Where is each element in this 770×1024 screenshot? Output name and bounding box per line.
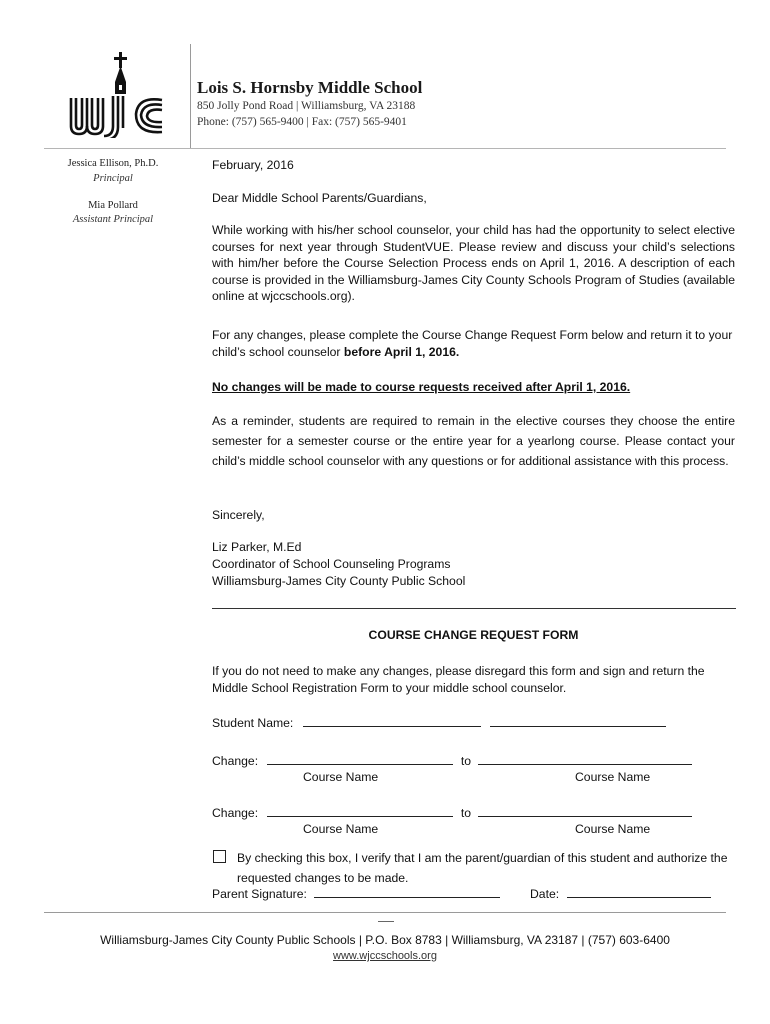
letter-date: February, 2016: [212, 158, 294, 172]
signer-title: Coordinator of School Counseling Programs: [212, 557, 451, 571]
signer-name: Liz Parker, M.Ed: [212, 540, 302, 554]
change-row-1: [212, 753, 735, 770]
signature-label: Parent Signature:: [212, 887, 307, 901]
course-name-caption: Course Name: [575, 770, 651, 784]
change-1-to-course-field[interactable]: [478, 753, 692, 765]
footer-website: [0, 950, 770, 962]
to-label: to: [460, 806, 472, 820]
date-row: [530, 886, 711, 901]
school-phone: Phone: (757) 565-9400 | Fax: (757) 565-9401: [197, 116, 407, 128]
student-first-name-field[interactable]: [303, 715, 481, 727]
principal-title: Principal: [93, 173, 133, 184]
change-1-from-course-field[interactable]: [267, 753, 453, 765]
checkbox-statement: By checking this box, I verify that I am the parent/guardian of this student and authorize the requested changes to be made.: [237, 851, 728, 885]
student-name-label: Student Name:: [212, 716, 294, 730]
course-name-caption: Course Name: [303, 822, 379, 836]
principal-name: Jessica Ellison, Ph.D.: [67, 158, 159, 169]
signer-organization: Williamsburg-James City County Public School: [212, 574, 466, 588]
course-name-caption: Course Name: [303, 770, 379, 784]
student-last-name-field[interactable]: [490, 715, 666, 727]
school-address: 850 Jolly Pond Road | Williamsburg, VA 23188: [197, 100, 416, 112]
form-intro: If you do not need to make any changes, please disregard this form and sign and return the Middle School Registration Form to your middle school counselor.: [212, 664, 705, 695]
assistant-principal-name: Mia Pollard: [88, 200, 138, 211]
no-changes-notice: No changes will be made to course requests received after April 1, 2016.: [212, 380, 631, 394]
school-logo: [66, 52, 166, 138]
change-row-2: [212, 805, 735, 822]
footer-divider: [44, 912, 726, 913]
letter-paragraph-2: [212, 327, 735, 360]
school-name: Lois S. Hornsby Middle School: [197, 78, 423, 97]
change-2-to-course-field[interactable]: [478, 805, 692, 817]
course-name-caption: Course Name: [575, 822, 651, 836]
paragraph-2-text: For any changes, please complete the Course Change Request Form below and return it to your child’s school counselor: [212, 328, 733, 359]
letter-paragraph-3: As a reminder, students are required to remain in the elective courses they choose the entire semester for a semester course or the entire year for a yearlong course. Please contact your child’s middle school counselor with any questions or for additional assistance with this process.: [212, 414, 735, 468]
to-label: to: [460, 754, 472, 768]
change-2-from-course-field[interactable]: [267, 805, 453, 817]
header-vertical-rule: [190, 44, 191, 148]
letter-closing: Sincerely,: [212, 508, 265, 522]
assistant-principal-title: Assistant Principal: [72, 214, 154, 225]
parent-signature-field[interactable]: [314, 886, 500, 898]
date-field[interactable]: [567, 886, 711, 898]
paragraph-2-deadline: before April 1, 2016.: [343, 344, 460, 359]
header-divider: [44, 148, 726, 149]
website-link[interactable]: www.wjccschools.org: [333, 950, 437, 962]
change-label: Change:: [212, 754, 259, 768]
change-label: Change:: [212, 806, 259, 820]
student-name-row: [212, 715, 735, 732]
date-label: Date:: [530, 887, 560, 901]
letter-paragraph-1: While working with his/her school counselor, your child has had the opportunity to select elective courses for next year through StudentVUE. Please review and discuss your child’s selections with him/her before the Course Selection Process ends on April 1, 2016. A description of each course is provided in the Williamsburg-James City County Schools Program of Studies (available online at wjccschools.org).: [212, 223, 735, 303]
parent-verification-checkbox[interactable]: [213, 850, 226, 863]
form-title: COURSE CHANGE REQUEST FORM: [368, 628, 579, 642]
form-divider: [212, 608, 736, 609]
footer-contact-line: Williamsburg-James City County Public Schools | P.O. Box 8783 | Williamsburg, VA 23187 | (757) 603-6400: [100, 933, 670, 947]
footer-mark: [378, 921, 394, 922]
letter-salutation: Dear Middle School Parents/Guardians,: [212, 191, 427, 205]
